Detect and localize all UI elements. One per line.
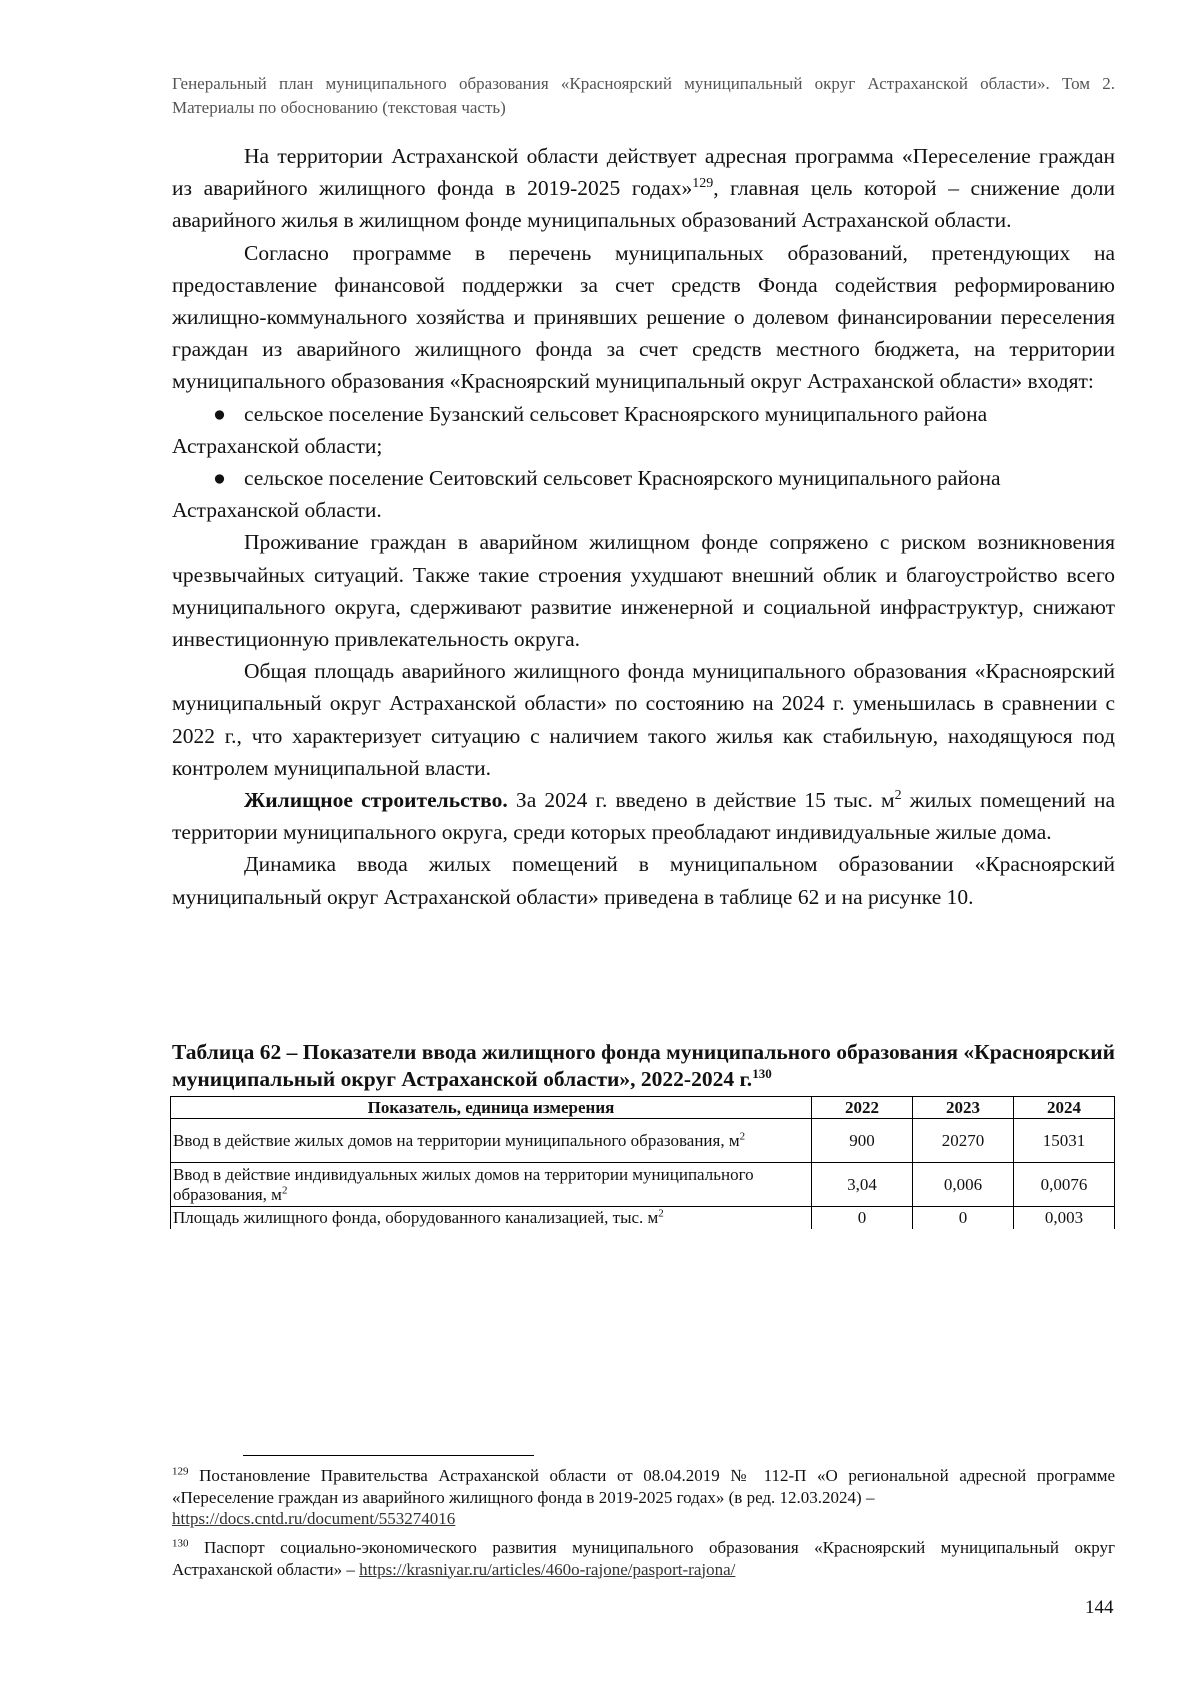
paragraph-risk: Проживание граждан в аварийном жилищном фонде сопряжено с риском возникновения чрезвычайных ситуаций. Также такие строения ухудшают внешний облик и благоустройство всего муниципального округа, сдерживают развитие инженерной и социальной инфраструктур, снижают инвестиционную привлекательность округа. — [172, 530, 1115, 652]
footnote-link[interactable]: https://docs.cntd.ru/document/553274016 — [172, 1509, 456, 1528]
data-table — [170, 1096, 1115, 1229]
row-label — [171, 1207, 812, 1229]
paragraph-area: Общая площадь аварийного жилищного фонда муниципального образования «Красноярский муниципальный округ Астраханской области» по состоянию на 2024 г. уменьшилась в сравнении с 2022 г., что характеризует ситуацию с наличием такого жилья как стабильную, находящуюся под контролем муниципальной власти. — [172, 659, 1115, 780]
table-header-row — [171, 1097, 1115, 1119]
paragraph-construction — [172, 784, 1115, 848]
table-cell: 0 — [812, 1207, 913, 1229]
column-header: 2024 — [1014, 1097, 1115, 1119]
table-cell: 0 — [913, 1207, 1014, 1229]
footnote-ref-130[interactable]: 130 — [752, 1065, 772, 1081]
table-row — [171, 1119, 1115, 1163]
paragraph-text: За 2024 г. введено в действие 15 тыс. м — [507, 788, 895, 813]
column-header: 2022 — [812, 1097, 913, 1119]
footnote-link[interactable]: https://krasniyar.ru/articles/460o-rajone/pasport-rajona/ — [359, 1559, 736, 1579]
section-heading-inline: Жилищное строительство. — [244, 788, 508, 813]
column-header: Показатель, единица измерения — [171, 1097, 812, 1119]
paragraph-text: , главная цель которой – снижение доли аварийного жилья в жилищном фонде муниципальных образований Астраханской области. — [172, 176, 1115, 233]
table-cell: 20270 — [913, 1119, 1014, 1163]
bullet-item-seitov — [172, 462, 1115, 494]
footnote-text: Постановление Правительства Астраханской области от 08.04.2019 № 112-П «О региональной адресной программе «Переселение граждан из аварийного жилищного фонда в 2019-2025 годах» (в ред. 12.03.2024) – — [172, 1466, 1115, 1507]
paragraph-program-list: Согласно программе в перечень муниципальных образований, претендующих на предоставление финансовой поддержки за счет средств Фонда содействия реформированию жилищно-коммунального хозяйства и принявших решение о долевом финансировании переселения граждан из аварийного жилищного фонда за счет средств местного бюджета, на территории муниципального образования «Красноярский муниципальный округ Астраханской области» входят: — [172, 240, 1115, 394]
table-cell: 0,0076 — [1014, 1163, 1115, 1207]
table-caption — [172, 1039, 1115, 1093]
bullet-text: сельское поселение Сеитовский сельсовет Красноярского муниципального района — [244, 466, 1001, 491]
footnote-number: 130 — [172, 1537, 189, 1550]
bullet-item-buzan — [172, 398, 1115, 430]
row-label-text: Ввод в действие индивидуальных жилых домов на территории муниципального образования, м — [173, 1164, 754, 1204]
column-header: 2023 — [913, 1097, 1014, 1119]
footnote-129 — [172, 1465, 1115, 1530]
table-row — [171, 1207, 1115, 1229]
paragraph-text: На территории Астраханской области действует адресная программа «Переселение граждан из аварийного жилищного фонда в 2019-2025 годах» — [172, 144, 1115, 201]
row-label — [171, 1163, 812, 1207]
superscript: 2 — [894, 787, 902, 803]
bullet-continuation: Астраханской области. — [172, 498, 382, 523]
table-row — [171, 1163, 1115, 1207]
footnote-number: 129 — [172, 1465, 189, 1478]
paragraph-program — [172, 140, 1115, 237]
footnote-separator — [243, 1455, 534, 1456]
page-number: 144 — [1085, 1597, 1114, 1618]
superscript: 2 — [281, 1183, 288, 1196]
table-cell: 900 — [812, 1119, 913, 1163]
bullet-text: сельское поселение Бузанский сельсовет Красноярского муниципального района — [244, 401, 988, 426]
superscript: 2 — [739, 1129, 746, 1142]
footnote-130 — [172, 1537, 1115, 1580]
document-header: Генеральный план муниципального образования «Красноярский муниципальный округ Астраханской области». Том 2. Материалы по обоснованию (текстовая часть) — [172, 74, 1115, 117]
paragraph-text: жилых помещений на территории муниципального округа, среди которых преобладают индивидуальные жилые дома. — [172, 788, 1115, 845]
superscript: 2 — [658, 1207, 664, 1220]
table-cell: 0,003 — [1014, 1207, 1115, 1229]
table-caption-text: Таблица 62 – Показатели ввода жилищного фонда муниципального образования «Красноярский муниципальный округ Астраханской области», 2022-2024 г. — [172, 1040, 1115, 1091]
footnote-text: Паспорт социально-экономического развития муниципального образования «Красноярский муниципальный округ Астраханской области» – — [172, 1538, 1115, 1579]
bullet-icon: ● — [213, 466, 226, 491]
table-cell: 15031 — [1014, 1119, 1115, 1163]
paragraph-dynamics: Динамика ввода жилых помещений в муниципальном образовании «Красноярский муниципальный округ Астраханской области» приведена в таблице 62 и на рисунке 10. — [172, 852, 1115, 909]
footnote-ref-129[interactable]: 129 — [692, 176, 714, 192]
bullet-icon: ● — [213, 401, 226, 426]
row-label-text: Ввод в действие жилых домов на территории муниципального образования, м — [173, 1130, 740, 1150]
bullet-continuation: Астраханской области; — [172, 433, 383, 458]
row-label — [171, 1119, 812, 1163]
document-body — [172, 140, 1115, 913]
table-cell: 0,006 — [913, 1163, 1014, 1207]
row-label-text: Площадь жилищного фонда, оборудованного канализацией, тыс. м — [173, 1207, 659, 1227]
table-cell: 3,04 — [812, 1163, 913, 1207]
